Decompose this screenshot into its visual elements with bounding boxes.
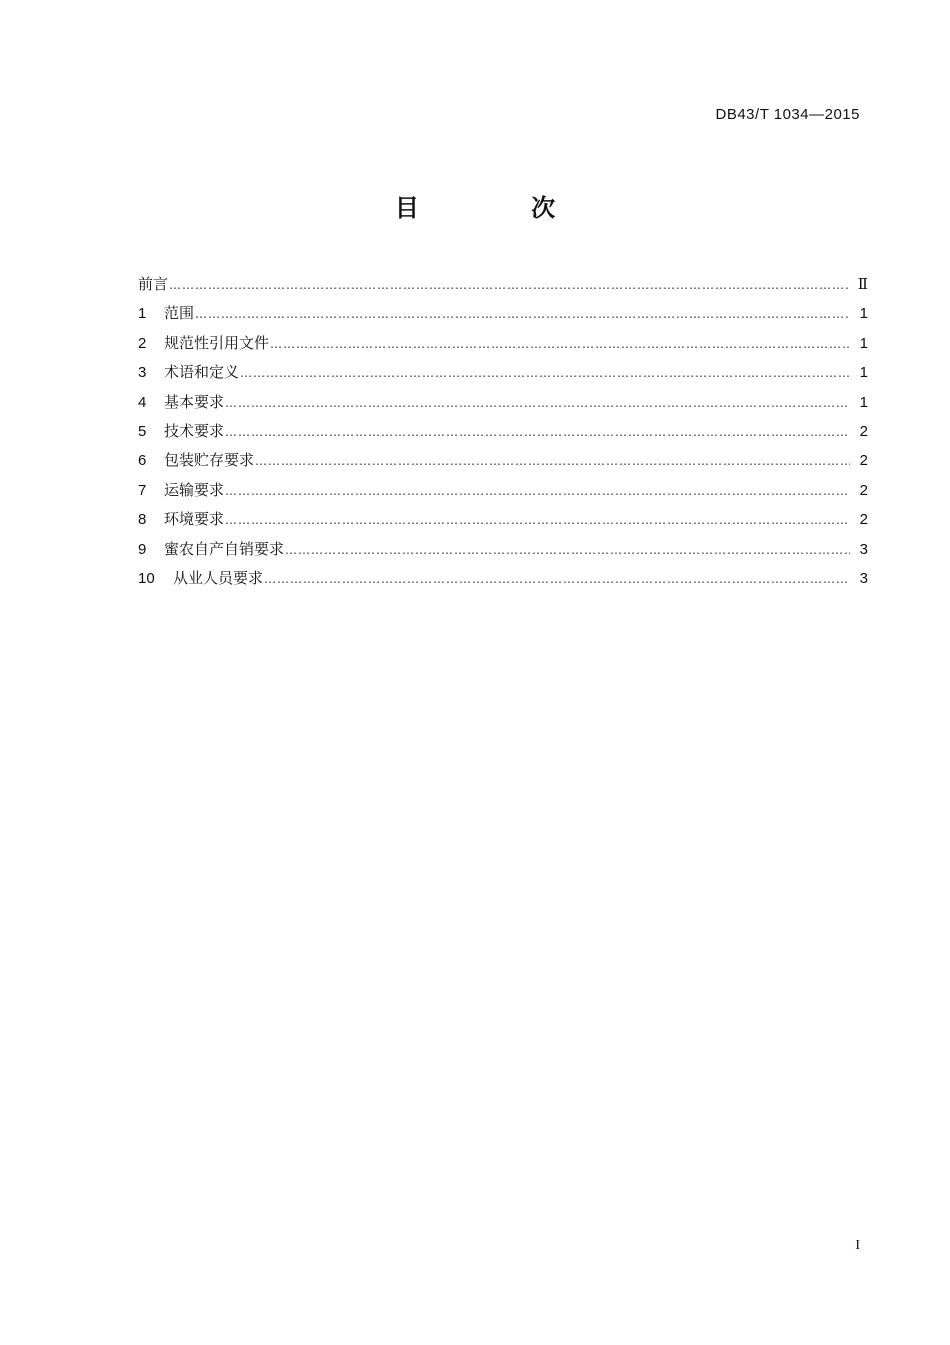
toc-entry-number: 6 bbox=[138, 452, 147, 470]
toc-entry-2[interactable] bbox=[138, 331, 868, 360]
toc-entry-page: 3 bbox=[859, 540, 868, 558]
toc-leader-dots bbox=[169, 273, 850, 297]
toc-entry-5[interactable] bbox=[138, 419, 868, 448]
toc-leader-dots bbox=[225, 420, 850, 444]
toc-entry-number: 8 bbox=[138, 511, 147, 529]
toc-entry-page: 1 bbox=[859, 305, 868, 323]
toc-leader-dots bbox=[225, 391, 850, 415]
toc-entry-9[interactable] bbox=[138, 537, 868, 566]
toc-entry-4[interactable] bbox=[138, 390, 868, 419]
toc-entry-label: 包装贮存要求 bbox=[164, 451, 255, 470]
toc-entry-page: Ⅱ bbox=[857, 277, 868, 293]
toc-entry-number: 1 bbox=[138, 305, 147, 323]
toc-entry-page: 1 bbox=[859, 393, 868, 411]
table-of-contents bbox=[138, 272, 868, 595]
toc-entry-number: 9 bbox=[138, 540, 147, 558]
toc-entry-number: 7 bbox=[138, 481, 147, 499]
toc-entry-page: 1 bbox=[859, 364, 868, 382]
toc-entry-7[interactable] bbox=[138, 478, 868, 507]
toc-entry-page: 2 bbox=[859, 422, 868, 440]
toc-entry-label: 运输要求 bbox=[164, 480, 225, 499]
toc-entry-number: 5 bbox=[138, 422, 147, 440]
toc-entry-page: 1 bbox=[859, 334, 868, 352]
toc-entry-3[interactable] bbox=[138, 360, 868, 389]
toc-entry-page: 2 bbox=[859, 511, 868, 529]
toc-entry-page: 2 bbox=[859, 452, 868, 470]
toc-leader-dots bbox=[264, 567, 850, 591]
toc-entry-number: 10 bbox=[138, 569, 155, 587]
toc-entry-label: 从业人员要求 bbox=[173, 568, 264, 587]
toc-entry-1[interactable] bbox=[138, 301, 868, 330]
toc-leader-dots bbox=[240, 361, 850, 385]
toc-entry-label: 规范性引用文件 bbox=[164, 333, 270, 352]
page-number: I bbox=[855, 1238, 860, 1253]
toc-leader-dots bbox=[225, 508, 850, 532]
standard-code: DB43/T 1034—2015 bbox=[715, 106, 860, 123]
toc-entry-number: 4 bbox=[138, 393, 147, 411]
toc-entry-label: 范围 bbox=[164, 304, 195, 323]
toc-entry-8[interactable] bbox=[138, 507, 868, 536]
toc-entry-10[interactable] bbox=[138, 566, 868, 595]
toc-entry-number: 2 bbox=[138, 334, 147, 352]
toc-entry-label: 技术要求 bbox=[164, 421, 225, 440]
toc-entry-number: 3 bbox=[138, 364, 147, 382]
toc-entry-label: 术语和定义 bbox=[164, 363, 240, 382]
toc-entry-label: 前言 bbox=[138, 275, 169, 293]
toc-leader-dots bbox=[255, 449, 850, 473]
toc-leader-dots bbox=[195, 302, 850, 326]
toc-entry-page: 2 bbox=[859, 481, 868, 499]
toc-entry-label: 蜜农自产自销要求 bbox=[164, 539, 285, 558]
toc-entry-label: 环境要求 bbox=[164, 510, 225, 529]
toc-entry-page: 3 bbox=[859, 569, 868, 587]
toc-entry-foreword[interactable] bbox=[138, 272, 868, 301]
toc-leader-dots bbox=[270, 332, 850, 356]
toc-entry-label: 基本要求 bbox=[164, 392, 225, 411]
toc-leader-dots bbox=[285, 538, 850, 562]
toc-leader-dots bbox=[225, 479, 850, 503]
page-title: 目 次 bbox=[394, 194, 608, 222]
toc-entry-6[interactable] bbox=[138, 448, 868, 477]
